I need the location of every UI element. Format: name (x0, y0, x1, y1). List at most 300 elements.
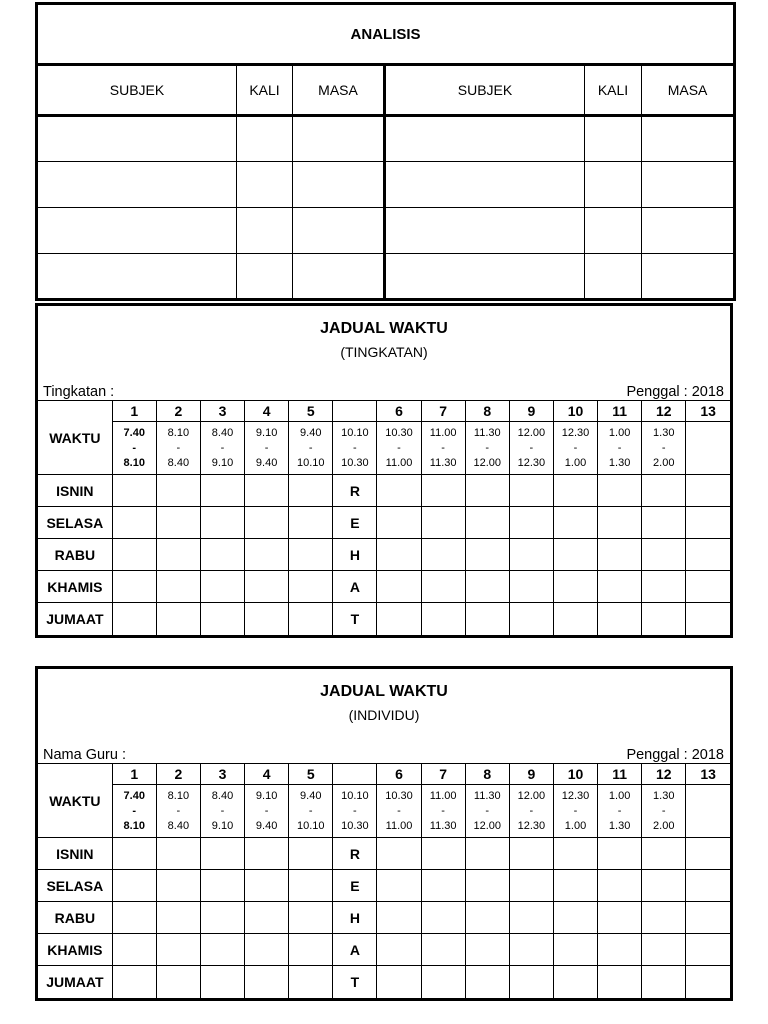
table-cell[interactable] (553, 603, 597, 635)
table-cell[interactable] (377, 934, 421, 966)
period-time (200, 422, 244, 475)
table-row (38, 571, 730, 603)
table-cell[interactable] (686, 507, 730, 539)
period-time-start: 1.30 (653, 789, 675, 802)
table-cell[interactable] (289, 571, 333, 603)
table-row (38, 838, 730, 870)
period-time-end: 8.10 (123, 819, 145, 832)
period-number: 9 (509, 764, 553, 785)
day-label: ISNIN (38, 475, 112, 507)
period-time-start: 9.10 (255, 789, 278, 802)
period-time (642, 785, 686, 838)
period-time-sep: - (176, 804, 181, 817)
table-cell[interactable] (421, 838, 465, 870)
table-cell[interactable] (509, 838, 553, 870)
table-row (37, 254, 735, 300)
period-number: 5 (289, 401, 333, 422)
table-cell[interactable] (200, 507, 244, 539)
period-time-end: 2.00 (653, 456, 675, 469)
table-cell[interactable] (112, 838, 156, 870)
table-cell[interactable] (289, 507, 333, 539)
period-time-end: 9.10 (211, 819, 234, 832)
table-cell[interactable] (509, 571, 553, 603)
table-cell[interactable] (289, 934, 333, 966)
table-cell[interactable] (642, 507, 686, 539)
table-cell[interactable] (245, 902, 289, 934)
table-cell[interactable] (156, 571, 200, 603)
jadual-title: JADUAL WAKTU (320, 320, 448, 337)
period-time-sep: - (441, 441, 445, 454)
table-cell[interactable] (465, 507, 509, 539)
table-row (37, 116, 735, 162)
table-cell[interactable] (377, 571, 421, 603)
table-cell[interactable] (377, 475, 421, 507)
period-time (377, 785, 421, 838)
table-cell[interactable] (642, 838, 686, 870)
table-cell[interactable] (289, 966, 333, 998)
table-cell[interactable] (385, 162, 585, 208)
period-number: 4 (245, 401, 289, 422)
analisis-title: ANALISIS (37, 4, 735, 65)
table-cell[interactable] (377, 902, 421, 934)
period-time-end: 9.40 (255, 456, 278, 469)
table-row (38, 475, 730, 507)
table-cell[interactable] (245, 870, 289, 902)
table-cell[interactable] (385, 208, 585, 254)
period-time-end: 10.10 (297, 819, 325, 832)
period-number: 12 (642, 401, 686, 422)
period-time-end: 11.00 (385, 456, 413, 469)
period-number: 12 (642, 764, 686, 785)
period-time-end: 11.00 (385, 819, 413, 832)
table-cell[interactable] (112, 539, 156, 571)
table-cell[interactable] (465, 539, 509, 571)
period-time (553, 785, 597, 838)
period-time (598, 785, 642, 838)
table-cell[interactable] (112, 966, 156, 998)
period-time-sep: - (485, 804, 490, 817)
period-time-end: 10.30 (341, 456, 369, 469)
period-number: 5 (289, 764, 333, 785)
table-cell[interactable] (642, 254, 735, 300)
table-cell[interactable] (200, 539, 244, 571)
period-time-end: 1.30 (608, 819, 631, 832)
period-number: 1 (112, 764, 156, 785)
period-time (465, 785, 509, 838)
period-time-start: 12.00 (517, 426, 546, 439)
period-number: 3 (200, 764, 244, 785)
table-cell[interactable] (245, 966, 289, 998)
table-cell[interactable] (289, 902, 333, 934)
day-label: RABU (38, 539, 112, 571)
table-cell[interactable] (686, 475, 730, 507)
table-cell[interactable] (421, 475, 465, 507)
table-cell[interactable] (509, 475, 553, 507)
table-cell[interactable] (156, 934, 200, 966)
period-number: 1 (112, 401, 156, 422)
table-cell[interactable] (156, 838, 200, 870)
rehat-letter: R (333, 838, 377, 870)
table-row (38, 966, 730, 998)
period-time-sep: - (220, 441, 225, 454)
period-time-start: 11.00 (429, 789, 457, 802)
table-cell[interactable] (156, 475, 200, 507)
period-time-start: 11.00 (429, 426, 457, 439)
table-cell[interactable] (642, 902, 686, 934)
period-time-end: 8.10 (123, 456, 145, 469)
table-cell[interactable] (237, 162, 293, 208)
period-time-end: 10.10 (297, 456, 325, 469)
period-time-end: 1.30 (608, 456, 631, 469)
table-cell[interactable] (112, 507, 156, 539)
rehat-letter: T (333, 966, 377, 998)
period-number: 7 (421, 764, 465, 785)
period-time-end: 11.30 (429, 819, 457, 832)
period-number-row (38, 401, 730, 422)
period-number: 8 (465, 764, 509, 785)
period-time-sep: - (529, 804, 534, 817)
table-row (38, 507, 730, 539)
rehat-letter: A (333, 934, 377, 966)
table-cell[interactable] (642, 603, 686, 635)
day-label: KHAMIS (38, 934, 112, 966)
table-cell[interactable] (642, 208, 735, 254)
jadual-header (38, 306, 730, 400)
rehat-letter: R (333, 475, 377, 507)
table-cell[interactable] (553, 475, 597, 507)
table-cell[interactable] (509, 870, 553, 902)
period-time-end: 8.40 (167, 819, 190, 832)
table-cell[interactable] (245, 475, 289, 507)
table-cell[interactable] (421, 870, 465, 902)
table-cell[interactable] (200, 603, 244, 635)
table-cell[interactable] (377, 539, 421, 571)
table-cell[interactable] (585, 208, 642, 254)
table-cell[interactable] (686, 934, 730, 966)
period-time-end: 1.00 (564, 456, 587, 469)
table-cell[interactable] (598, 571, 642, 603)
table-cell[interactable] (465, 902, 509, 934)
rehat-letter: E (333, 870, 377, 902)
jadual-individu (35, 666, 733, 1001)
table-cell[interactable] (200, 571, 244, 603)
period-time-start: 9.10 (255, 426, 278, 439)
period-time-sep: - (353, 441, 357, 454)
table-cell[interactable] (245, 539, 289, 571)
table-cell[interactable] (421, 966, 465, 998)
table-cell[interactable] (598, 475, 642, 507)
table-cell[interactable] (156, 603, 200, 635)
table-cell[interactable] (509, 902, 553, 934)
period-time (377, 422, 421, 475)
table-cell[interactable] (421, 539, 465, 571)
period-time-start: 11.30 (473, 426, 501, 439)
table-cell[interactable] (293, 162, 385, 208)
period-time-sep: - (617, 441, 622, 454)
table-cell[interactable] (112, 603, 156, 635)
table-cell[interactable] (112, 902, 156, 934)
table-cell[interactable] (509, 507, 553, 539)
table-cell[interactable] (289, 870, 333, 902)
period-time-sep: - (264, 441, 269, 454)
period-number: 2 (156, 764, 200, 785)
day-label: JUMAAT (38, 966, 112, 998)
table-cell[interactable] (465, 934, 509, 966)
period-time-start: 10.10 (341, 426, 369, 439)
period-time-start: 8.10 (167, 789, 190, 802)
table-cell[interactable] (200, 475, 244, 507)
table-cell[interactable] (112, 475, 156, 507)
period-time-start: 1.30 (653, 426, 675, 439)
table-cell[interactable] (553, 902, 597, 934)
period-time-end: 1.00 (564, 819, 587, 832)
table-cell[interactable] (112, 571, 156, 603)
rehat-letter: H (333, 902, 377, 934)
period-time (509, 785, 553, 838)
table-cell[interactable] (377, 603, 421, 635)
table-cell[interactable] (686, 870, 730, 902)
table-cell[interactable] (642, 934, 686, 966)
table-row (37, 162, 735, 208)
table-cell[interactable] (509, 603, 553, 635)
table-cell[interactable] (509, 966, 553, 998)
table-cell[interactable] (377, 870, 421, 902)
period-time-end: 12.30 (517, 819, 546, 832)
period-time-sep: - (661, 441, 666, 454)
table-cell[interactable] (553, 539, 597, 571)
table-cell[interactable] (509, 934, 553, 966)
table-cell[interactable] (585, 116, 642, 162)
table-cell[interactable] (686, 603, 730, 635)
table-cell[interactable] (421, 507, 465, 539)
table-row (38, 870, 730, 902)
period-time-start: 10.10 (341, 789, 369, 802)
period-time-start: 12.30 (561, 789, 590, 802)
period-time-start: 1.00 (608, 426, 631, 439)
period-time-sep: - (220, 804, 225, 817)
table-cell[interactable] (112, 934, 156, 966)
table-cell[interactable] (465, 571, 509, 603)
rehat-letter: A (333, 571, 377, 603)
waktu-label: WAKTU (38, 401, 112, 475)
table-cell[interactable] (585, 162, 642, 208)
table-cell[interactable] (156, 870, 200, 902)
table-cell[interactable] (642, 475, 686, 507)
period-time-start: 9.40 (300, 789, 322, 802)
table-cell[interactable] (642, 116, 735, 162)
period-time-start: 1.00 (608, 789, 631, 802)
table-cell[interactable] (200, 870, 244, 902)
period-time (553, 422, 597, 475)
table-row (37, 208, 735, 254)
table-cell[interactable] (37, 254, 237, 300)
table-cell[interactable] (245, 603, 289, 635)
table-cell[interactable] (377, 507, 421, 539)
jadual-subtitle: (INDIVIDU) (348, 707, 420, 723)
table-cell[interactable] (465, 966, 509, 998)
table-cell[interactable] (553, 934, 597, 966)
table-cell[interactable] (598, 902, 642, 934)
table-cell[interactable] (686, 838, 730, 870)
column-header-kali: KALI (585, 65, 642, 116)
day-label: ISNIN (38, 838, 112, 870)
day-label: SELASA (38, 870, 112, 902)
table-cell[interactable] (156, 507, 200, 539)
table-cell[interactable] (421, 934, 465, 966)
period-time-end: 10.30 (341, 819, 369, 832)
table-cell[interactable] (289, 475, 333, 507)
table-cell[interactable] (553, 571, 597, 603)
period-time-end: 11.30 (429, 456, 457, 469)
period-time (156, 422, 200, 475)
table-cell[interactable] (465, 603, 509, 635)
table-cell[interactable] (200, 934, 244, 966)
period-time (333, 422, 377, 475)
table-cell[interactable] (245, 838, 289, 870)
table-cell[interactable] (377, 838, 421, 870)
period-time-sep: - (529, 441, 534, 454)
table-cell[interactable] (642, 966, 686, 998)
table-cell[interactable] (553, 838, 597, 870)
period-time (686, 422, 730, 475)
table-cell[interactable] (293, 116, 385, 162)
table-cell[interactable] (553, 507, 597, 539)
period-time-start: 8.40 (211, 789, 234, 802)
period-time-sep: - (441, 804, 445, 817)
period-number: 10 (553, 764, 597, 785)
table-cell[interactable] (156, 902, 200, 934)
table-cell[interactable] (421, 603, 465, 635)
table-cell[interactable] (686, 571, 730, 603)
table-cell[interactable] (200, 902, 244, 934)
table-cell[interactable] (237, 208, 293, 254)
table-cell[interactable] (289, 838, 333, 870)
table-cell[interactable] (598, 934, 642, 966)
table-row (38, 934, 730, 966)
table-cell[interactable] (237, 254, 293, 300)
table-cell[interactable] (642, 162, 735, 208)
rehat-letter: T (333, 603, 377, 635)
table-cell[interactable] (385, 254, 585, 300)
table-cell[interactable] (465, 838, 509, 870)
period-time-start: 9.40 (300, 426, 322, 439)
period-time-end: 12.00 (473, 456, 502, 469)
jadual-title: JADUAL WAKTU (320, 683, 448, 700)
table-cell[interactable] (553, 966, 597, 998)
period-time-end: 9.10 (211, 456, 234, 469)
period-time-start: 12.00 (517, 789, 546, 802)
period-number: 7 (421, 401, 465, 422)
table-cell[interactable] (421, 571, 465, 603)
table-cell[interactable] (37, 162, 237, 208)
period-time-start: 11.30 (473, 789, 501, 802)
period-number: 4 (245, 764, 289, 785)
table-cell[interactable] (598, 838, 642, 870)
table-cell[interactable] (156, 966, 200, 998)
nama-guru-label: Nama Guru : (43, 747, 126, 763)
table-cell[interactable] (245, 507, 289, 539)
period-time-end: 8.40 (167, 456, 190, 469)
table-cell[interactable] (293, 254, 385, 300)
period-time-sep: - (353, 804, 357, 817)
table-cell[interactable] (289, 603, 333, 635)
period-time-sep: - (308, 804, 313, 817)
period-time (245, 785, 289, 838)
table-cell[interactable] (465, 475, 509, 507)
table-cell[interactable] (421, 902, 465, 934)
period-time-start: 7.40 (123, 789, 145, 802)
table-cell[interactable] (509, 539, 553, 571)
period-time (112, 785, 156, 838)
jadual-header (38, 669, 730, 763)
table-row (38, 539, 730, 571)
table-cell[interactable] (37, 116, 237, 162)
table-cell[interactable] (598, 966, 642, 998)
period-time (598, 422, 642, 475)
table-cell[interactable] (642, 539, 686, 571)
table-cell[interactable] (465, 870, 509, 902)
table-cell[interactable] (686, 902, 730, 934)
period-number: 11 (598, 764, 642, 785)
table-cell[interactable] (245, 934, 289, 966)
period-number: 10 (553, 401, 597, 422)
table-cell[interactable] (585, 254, 642, 300)
period-number: 2 (156, 401, 200, 422)
jadual-subtitle: (TINGKATAN) (340, 344, 428, 360)
table-cell[interactable] (642, 870, 686, 902)
table-cell[interactable] (293, 208, 385, 254)
column-header-kali: KALI (237, 65, 293, 116)
period-time (289, 422, 333, 475)
period-number (333, 764, 377, 785)
period-number: 13 (686, 764, 730, 785)
table-cell[interactable] (156, 539, 200, 571)
table-cell[interactable] (598, 539, 642, 571)
period-time-sep: - (617, 804, 622, 817)
table-cell[interactable] (598, 870, 642, 902)
period-time-start: 12.30 (561, 426, 590, 439)
table-cell[interactable] (289, 539, 333, 571)
table-cell[interactable] (112, 870, 156, 902)
period-time-sep: - (573, 804, 578, 817)
table-cell[interactable] (200, 838, 244, 870)
table-cell[interactable] (686, 966, 730, 998)
period-time-start: 10.30 (385, 789, 413, 802)
period-time (421, 785, 465, 838)
table-cell[interactable] (686, 539, 730, 571)
table-cell[interactable] (37, 208, 237, 254)
table-cell[interactable] (385, 116, 585, 162)
table-cell[interactable] (377, 966, 421, 998)
table-cell[interactable] (200, 966, 244, 998)
period-time (421, 422, 465, 475)
day-label: JUMAAT (38, 603, 112, 635)
table-cell[interactable] (642, 571, 686, 603)
table-cell[interactable] (245, 571, 289, 603)
table-cell[interactable] (598, 507, 642, 539)
period-number-row (38, 764, 730, 785)
table-cell[interactable] (553, 870, 597, 902)
period-time-start: 8.10 (167, 426, 190, 439)
table-cell[interactable] (237, 116, 293, 162)
table-cell[interactable] (598, 603, 642, 635)
period-time-sep: - (397, 804, 401, 817)
period-time-sep: - (308, 441, 313, 454)
penggal-label: Penggal : 2018 (626, 747, 724, 763)
period-number: 6 (377, 764, 421, 785)
period-time-end: 9.40 (255, 819, 278, 832)
column-header-masa: MASA (293, 65, 385, 116)
